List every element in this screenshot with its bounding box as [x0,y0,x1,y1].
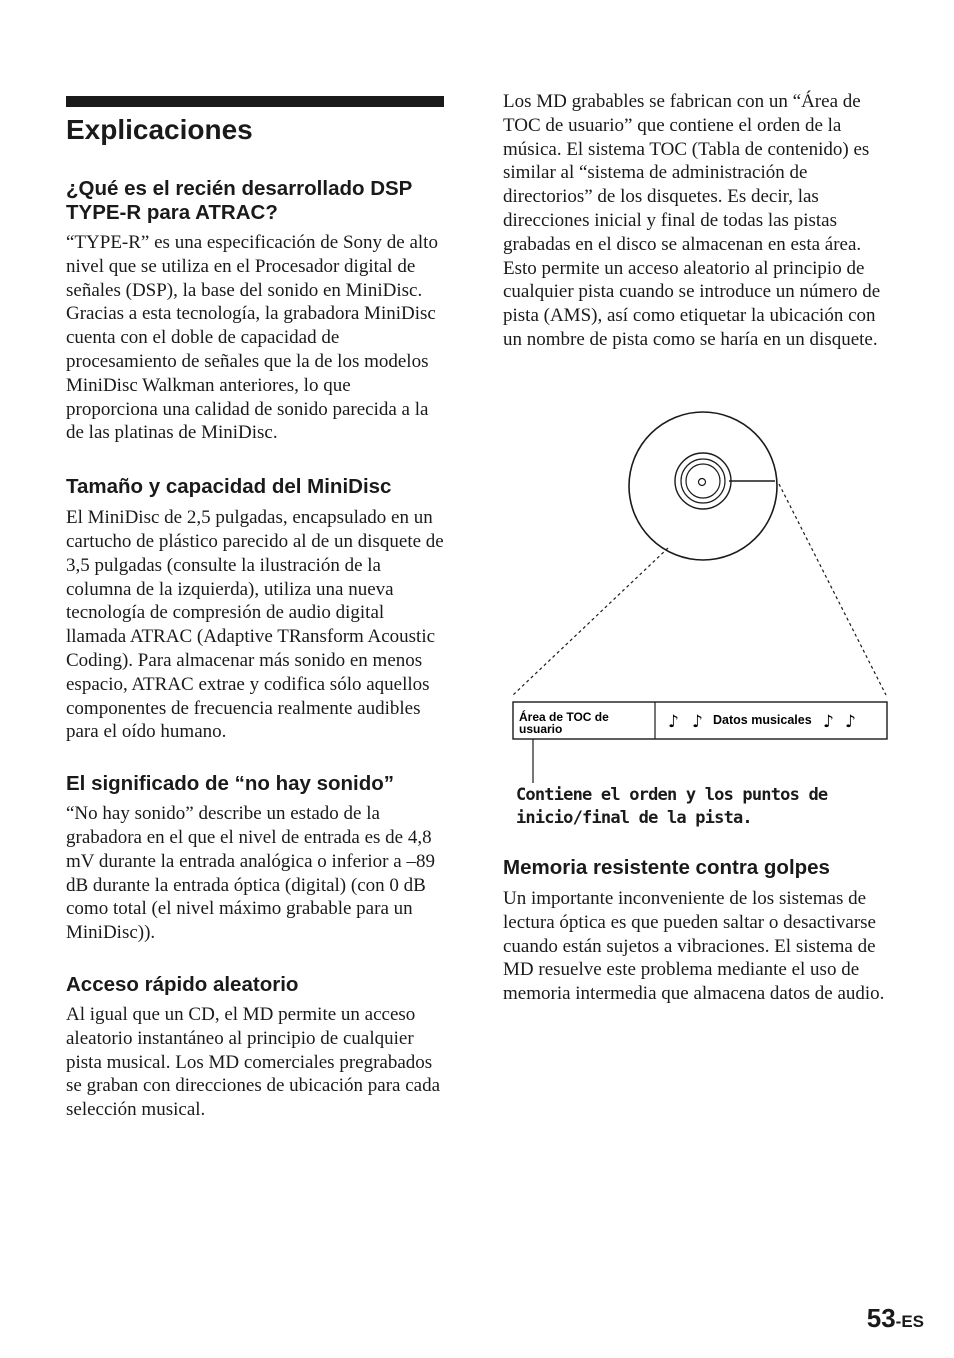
section-body-random-access: Al igual que un CD, el MD permite un acceso aleatorio instantáneo al principio de cualquier pista musical. Los MD comerciales pregrabados se graban con direcciones de ubicación para cada selección musical. [66,1003,440,1121]
section-body-recordable-md: Los MD grabables se fabrican con un “Área de TOC de usuario” que contiene el orden de la música. El sistema TOC (Tabla de contenido) es similar al “sistema de administración de directorios” de los disquetes. Es decir, las direcciones inicial y final de todas las pistas grabadas en el disco se almacenan en esta área. Esto permite un acceso aleatorio al principio de cualquier pista cuando se introduce un número de pista (AMS), así como etiquetar la ubicación con un nombre de pista como se haría en un disquete. [503,91,881,350]
section-heading-dsp-type-r: ¿Qué es el recién desarrollado DSP TYPE-R para ATRAC? [66,177,412,224]
right-column [503,90,888,352]
section-heading-size-capacity: Tamaño y capacidad del MiniDisc [66,475,392,499]
left-column [66,96,444,1122]
music-note-icon: ♪ [668,712,679,732]
toc-area-label-line1: Área de TOC de [519,710,609,724]
page-number [867,1303,924,1334]
section-heading-no-sound: El significado de “no hay sonido” [66,772,395,796]
section-body-size-capacity: El MiniDisc de 2,5 pulgadas, encapsulado en un cartucho de plástico parecido al de un disquete de 3,5 pulgadas (consulte la ilustración de la columna de la izquierda), utiliza una nueva tecnología de compresión de audio digital llamada ATRAC (Adaptive TRansform Acoustic Coding). Para almacenar más sonido en menos espacio, ATRAC extrae y codifica sólo aquellos componentes de frecuencia realmente audibles para el oído humano. [66,507,444,743]
section-body-shock-memory: Un importante inconveniente de los sistemas de lectura óptica es que pueden saltar o desactivarse cuando están sujetos a vibraciones. El sistema de MD resuelve este problema mediante el uso de memoria intermedia que almacena datos de audio. [503,888,885,1005]
music-data-label: Datos musicales [713,713,812,727]
disc-hub-ring-1 [681,459,725,503]
music-note-icon: ♪ [823,712,834,732]
toc-area-label-line2: usuario [519,722,563,736]
title-rule [66,96,444,107]
section-shock-memory [503,856,888,1006]
disc-outline [629,412,777,560]
disc-hub-outer [675,453,731,509]
section-body-dsp-type-r: “TYPE-R” es una especificación de Sony de alto nivel que se utiliza en el Procesador digital de señales (DSP), la base del sonido en MiniDisc. Gracias a esta tecnología, la grabadora MiniDisc cuenta con el doble de capacidad de procesamiento de señales que la de los modelos MiniDisc Walkman anteriores, lo que proporciona una calidad de sonido parecida a la de las platinas de MiniDisc. [66,232,438,444]
section-heading-random-access: Acceso rápido aleatorio [66,972,299,996]
disc-hub-ring-2 [686,464,720,498]
section-heading-shock-memory: Memoria resistente contra golpes [503,856,830,879]
page-number-suffix: -ES [895,1312,924,1331]
disc-hub-center [699,479,706,486]
projection-line-right [779,484,886,695]
disc-diagram [503,405,893,845]
page-number-value: 53 [866,1303,896,1333]
music-note-icon: ♪ [692,712,703,732]
section-body-no-sound: “No hay sonido” describe un estado de la grabadora en el que el nivel de entrada es de 4,8 mV durante la entrada analógica o inferior a –89 dB durante la entrada óptica (digital) (con 0 dB como total (el nivel máximo grabable para un MiniDisc)). [66,803,435,944]
page-title: Explicaciones [66,114,253,145]
music-note-icon: ♪ [845,712,856,732]
projection-line-left [513,548,668,695]
figure-caption: Contiene el orden y los puntos de inicio/final de la pista. [516,785,828,828]
